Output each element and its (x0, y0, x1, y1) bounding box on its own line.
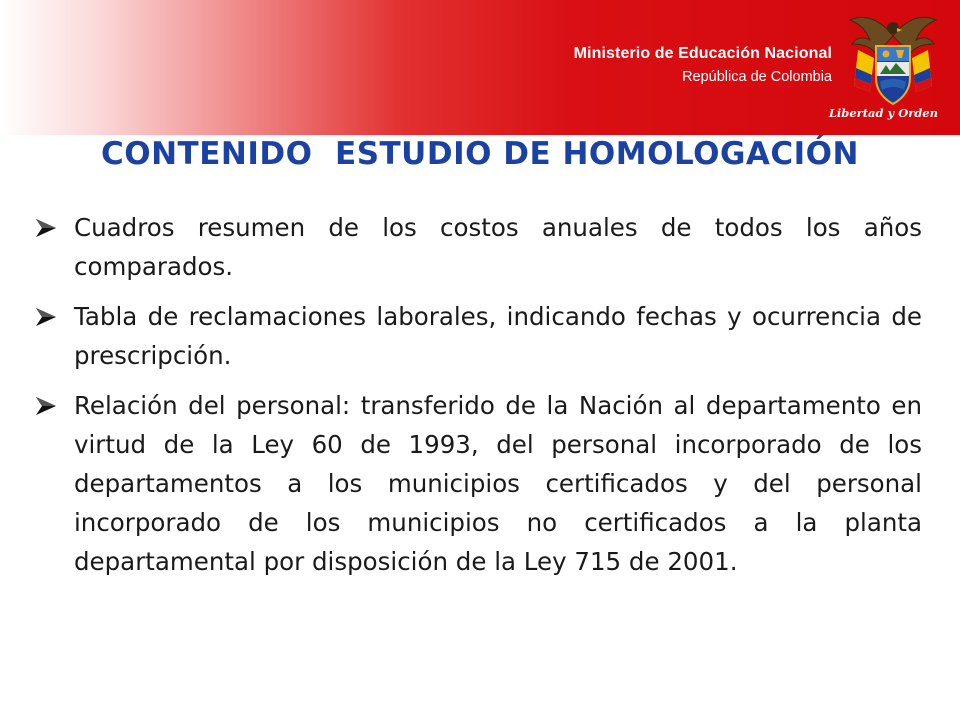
ministry-name: Ministerio de Educación Nacional (573, 45, 832, 62)
list-item (34, 386, 922, 581)
arrowhead-bullet-icon (34, 307, 58, 327)
list-item (34, 208, 922, 286)
slide-title: CONTENIDO ESTUDIO DE HOMOLOGACIÓN (101, 136, 859, 172)
ministry-country: República de Colombia (682, 69, 832, 85)
bullet-text: Cuadros resumen de los costos anuales de todos los años comparados. (74, 213, 922, 281)
list-item (34, 297, 922, 375)
crest-motto: Libertad y Orden (828, 106, 938, 120)
bullet-text: Tabla de reclamaciones laborales, indicando fechas y ocurrencia de prescripción. (74, 302, 922, 370)
ministry-block (574, 45, 832, 85)
bullet-text: Relación del personal: transferido de la Nación al departamento en virtud de la Ley 60 de 1993, del personal incorporado de los departamentos a los municipios certificados y del personal incorporado de los municipios no certificados a la planta departamental por disposición de la Ley 715 de 2001. (74, 391, 922, 576)
arrowhead-bullet-icon (34, 218, 58, 238)
bullet-list (34, 208, 922, 592)
arrowhead-bullet-icon (34, 396, 58, 416)
